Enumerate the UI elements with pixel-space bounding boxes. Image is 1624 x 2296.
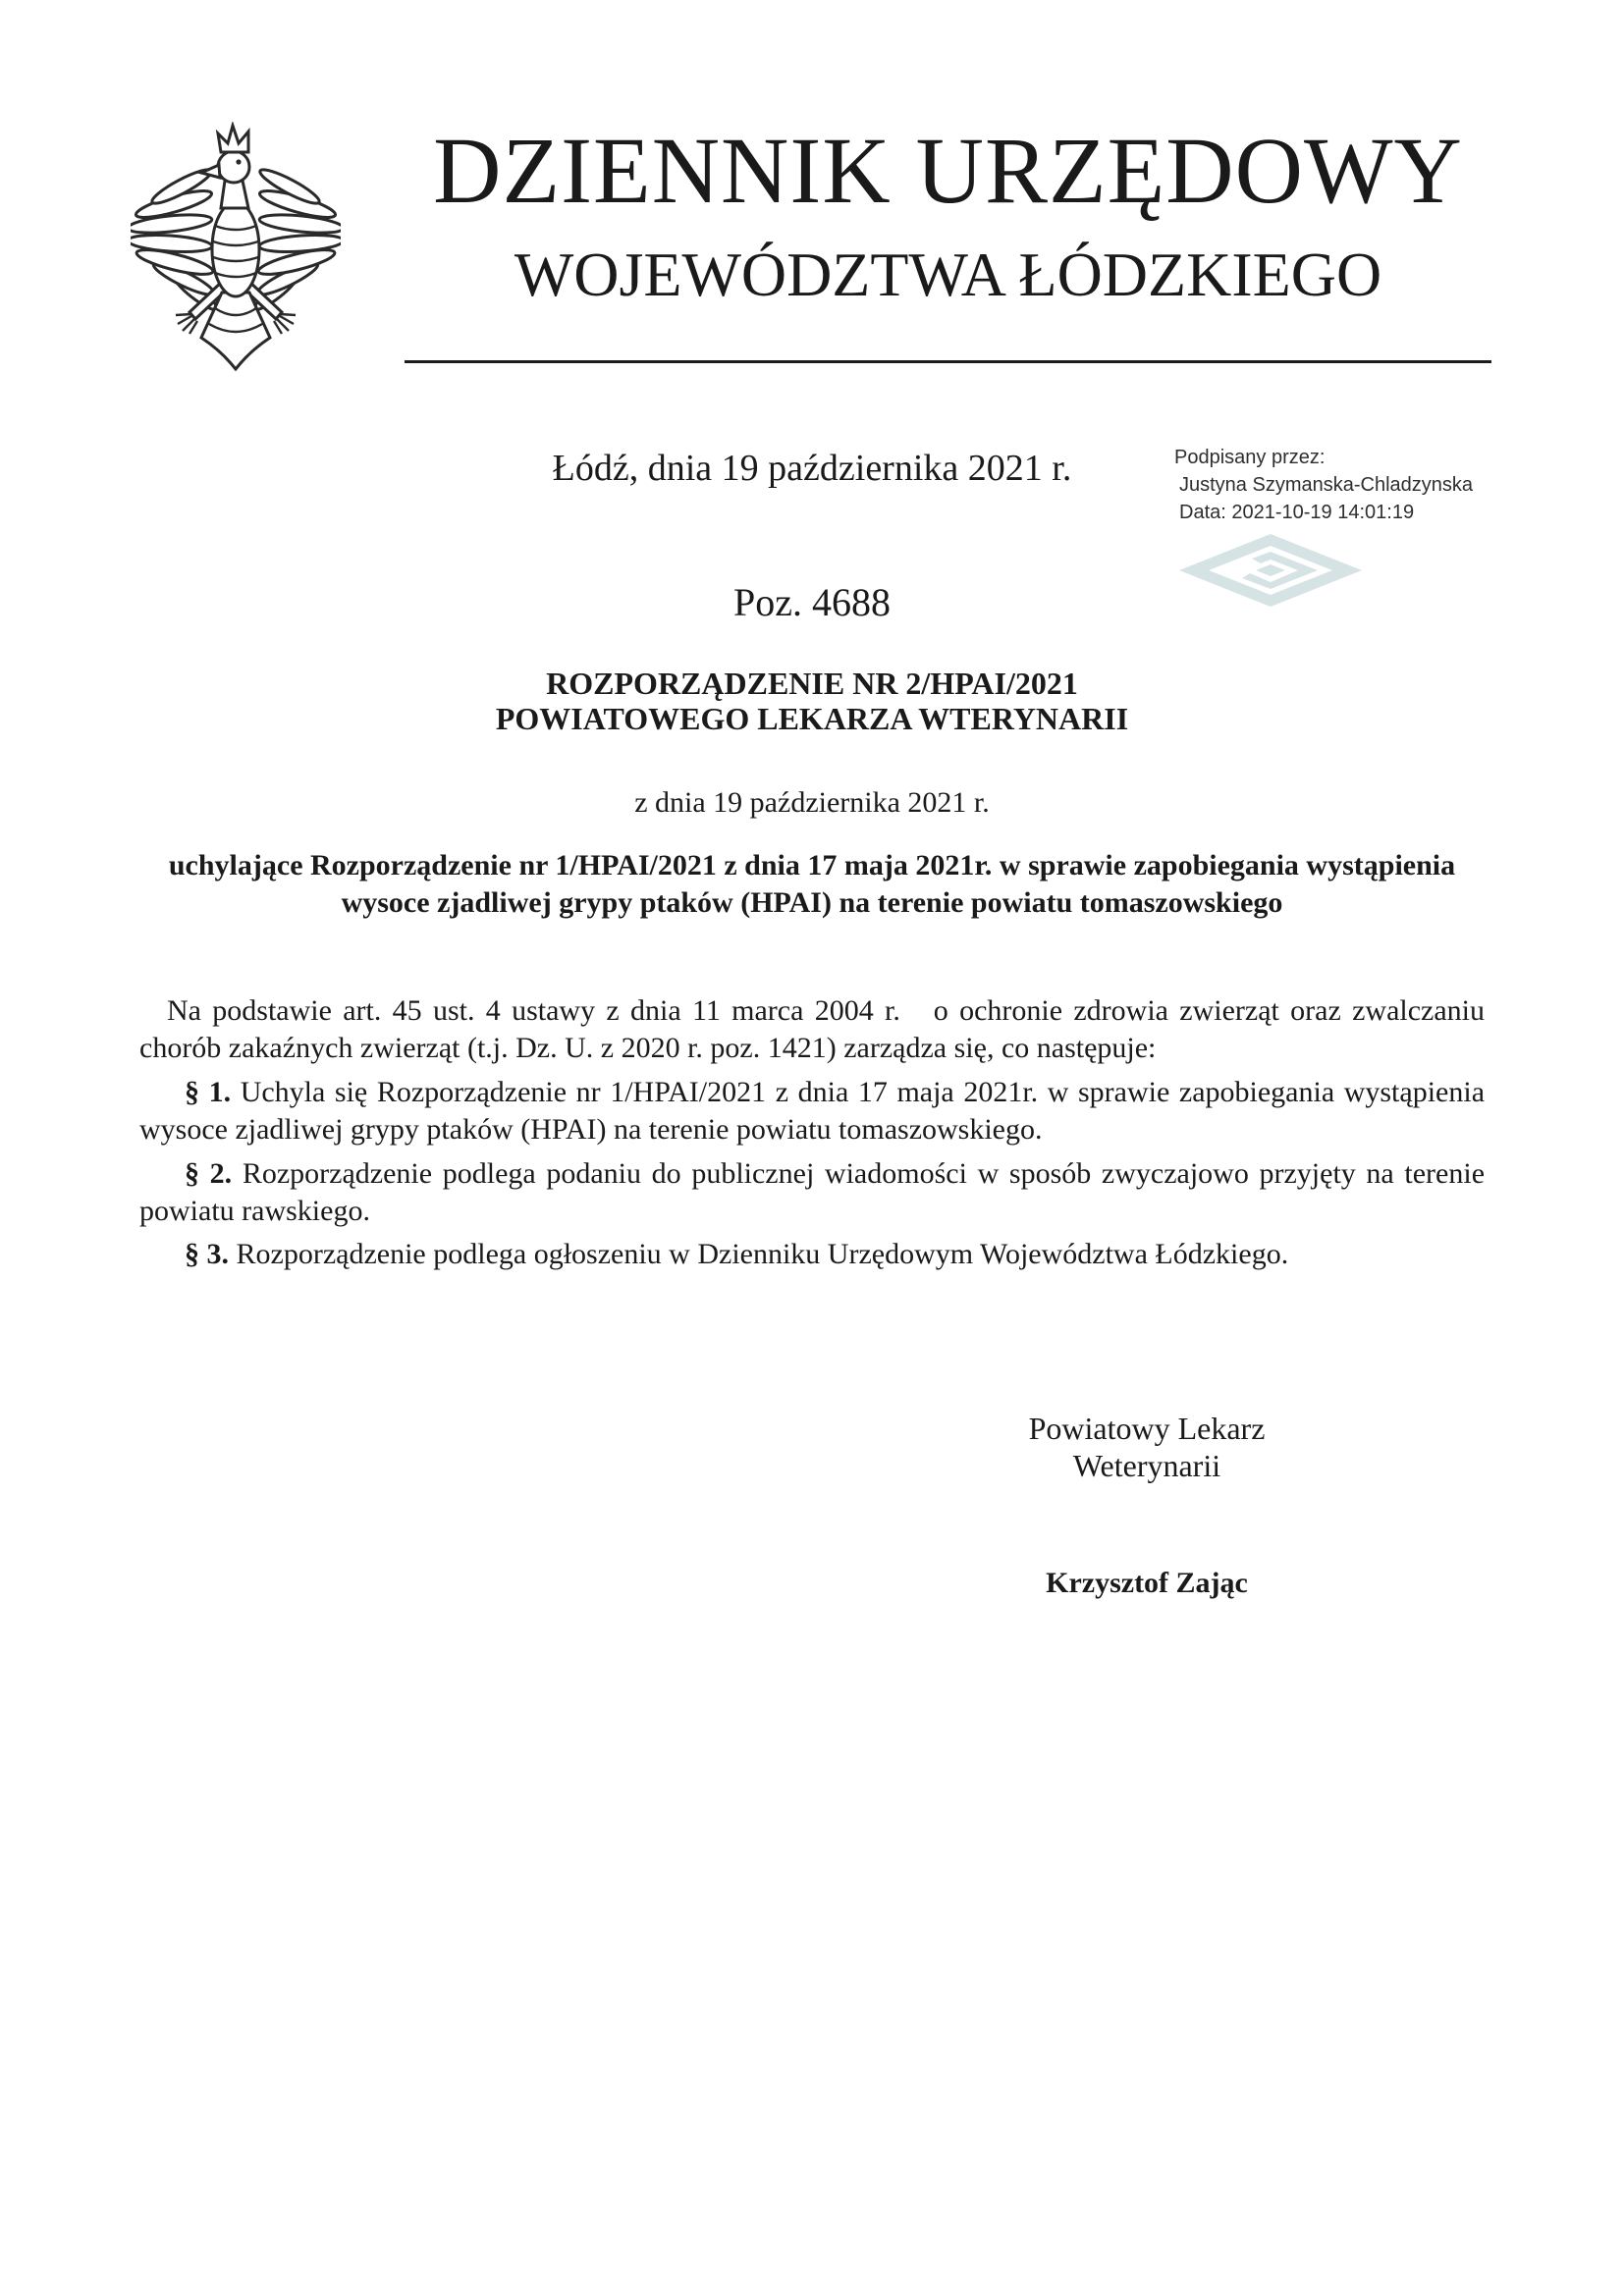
polish-eagle-emblem: [131, 122, 341, 371]
section-1-marker: § 1.: [185, 1076, 232, 1108]
signer-name: Justyna Szymanska-Chladzynska: [1179, 474, 1474, 496]
preamble-paragraph: Na podstawie art. 45 ust. 4 ustawy z dnia 11 marca 2004 r. o ochronie zdrowia zwierząt oraz zwalczaniu chorób zakaźnych zwierząt (t.j. Dz. U. z 2020 r. poz. 1421) zarządza się, co następuje:: [139, 994, 1485, 1064]
section-3-text: Rozporządzenie podlega ogłoszeniu w Dzienniku Urzędowym Województwa Łódzkiego.: [236, 1238, 1289, 1270]
signer-title-line1: Powiatowy Lekarz: [1028, 1411, 1266, 1446]
signature-date: Data: 2021-10-19 14:01:19: [1179, 502, 1415, 523]
position-number: Poz. 4688: [733, 580, 891, 624]
journal-header: [405, 119, 1491, 309]
act-heading: [139, 666, 1485, 736]
act-heading-line2: POWIATOWEGO LEKARZA WTERYNARII: [495, 701, 1129, 736]
section-2-text: Rozporządzenie podlega podaniu do publicznej wiadomości w sposób zwyczajowo przyjęty na terenie powiatu rawskiego.: [139, 1157, 1486, 1227]
signer-title-line2: Weterynarii: [1072, 1448, 1221, 1483]
header-rule: [405, 360, 1491, 363]
act-subject: uchylające Rozporządzenie nr 1/HPAI/2021 z dnia 17 maja 2021r. w sprawie zapobiegania wystąpienia wysoce zjadliwej grypy ptaków (HPAI) na terenie powiatu tomaszowskiego: [168, 849, 1456, 919]
signer-full-name: Krzysztof Zając: [1046, 1567, 1248, 1599]
closing-signature: [965, 1410, 1328, 1602]
issue-dateline: Łódź, dnia 19 października 2021 r.: [552, 448, 1072, 489]
section-1-paragraph: [139, 1074, 1485, 1148]
section-2-marker: § 2.: [185, 1157, 233, 1190]
journal-title: DZIENNIK URZĘDOWY: [433, 118, 1463, 223]
section-1-text: Uchyla się Rozporządzenie nr 1/HPAI/2021 z dnia 17 maja 2021r. w sprawie zapobiegania wystąpienia wysoce zjadliwej grypy ptaków (HPAI) na terenie powiatu tomaszowskiego.: [139, 1076, 1486, 1146]
section-2-paragraph: [139, 1155, 1485, 1230]
act-heading-line1: ROZPORZĄDZENIE NR 2/HPAI/2021: [546, 666, 1078, 701]
section-3-paragraph: [139, 1236, 1485, 1273]
act-date: z dnia 19 października 2021 r.: [634, 786, 990, 819]
signed-by-label: Podpisany przez:: [1174, 447, 1326, 468]
journal-subtitle: WOJEWÓDZTWA ŁÓDZKIEGO: [514, 240, 1382, 309]
section-3-marker: § 3.: [185, 1238, 229, 1270]
